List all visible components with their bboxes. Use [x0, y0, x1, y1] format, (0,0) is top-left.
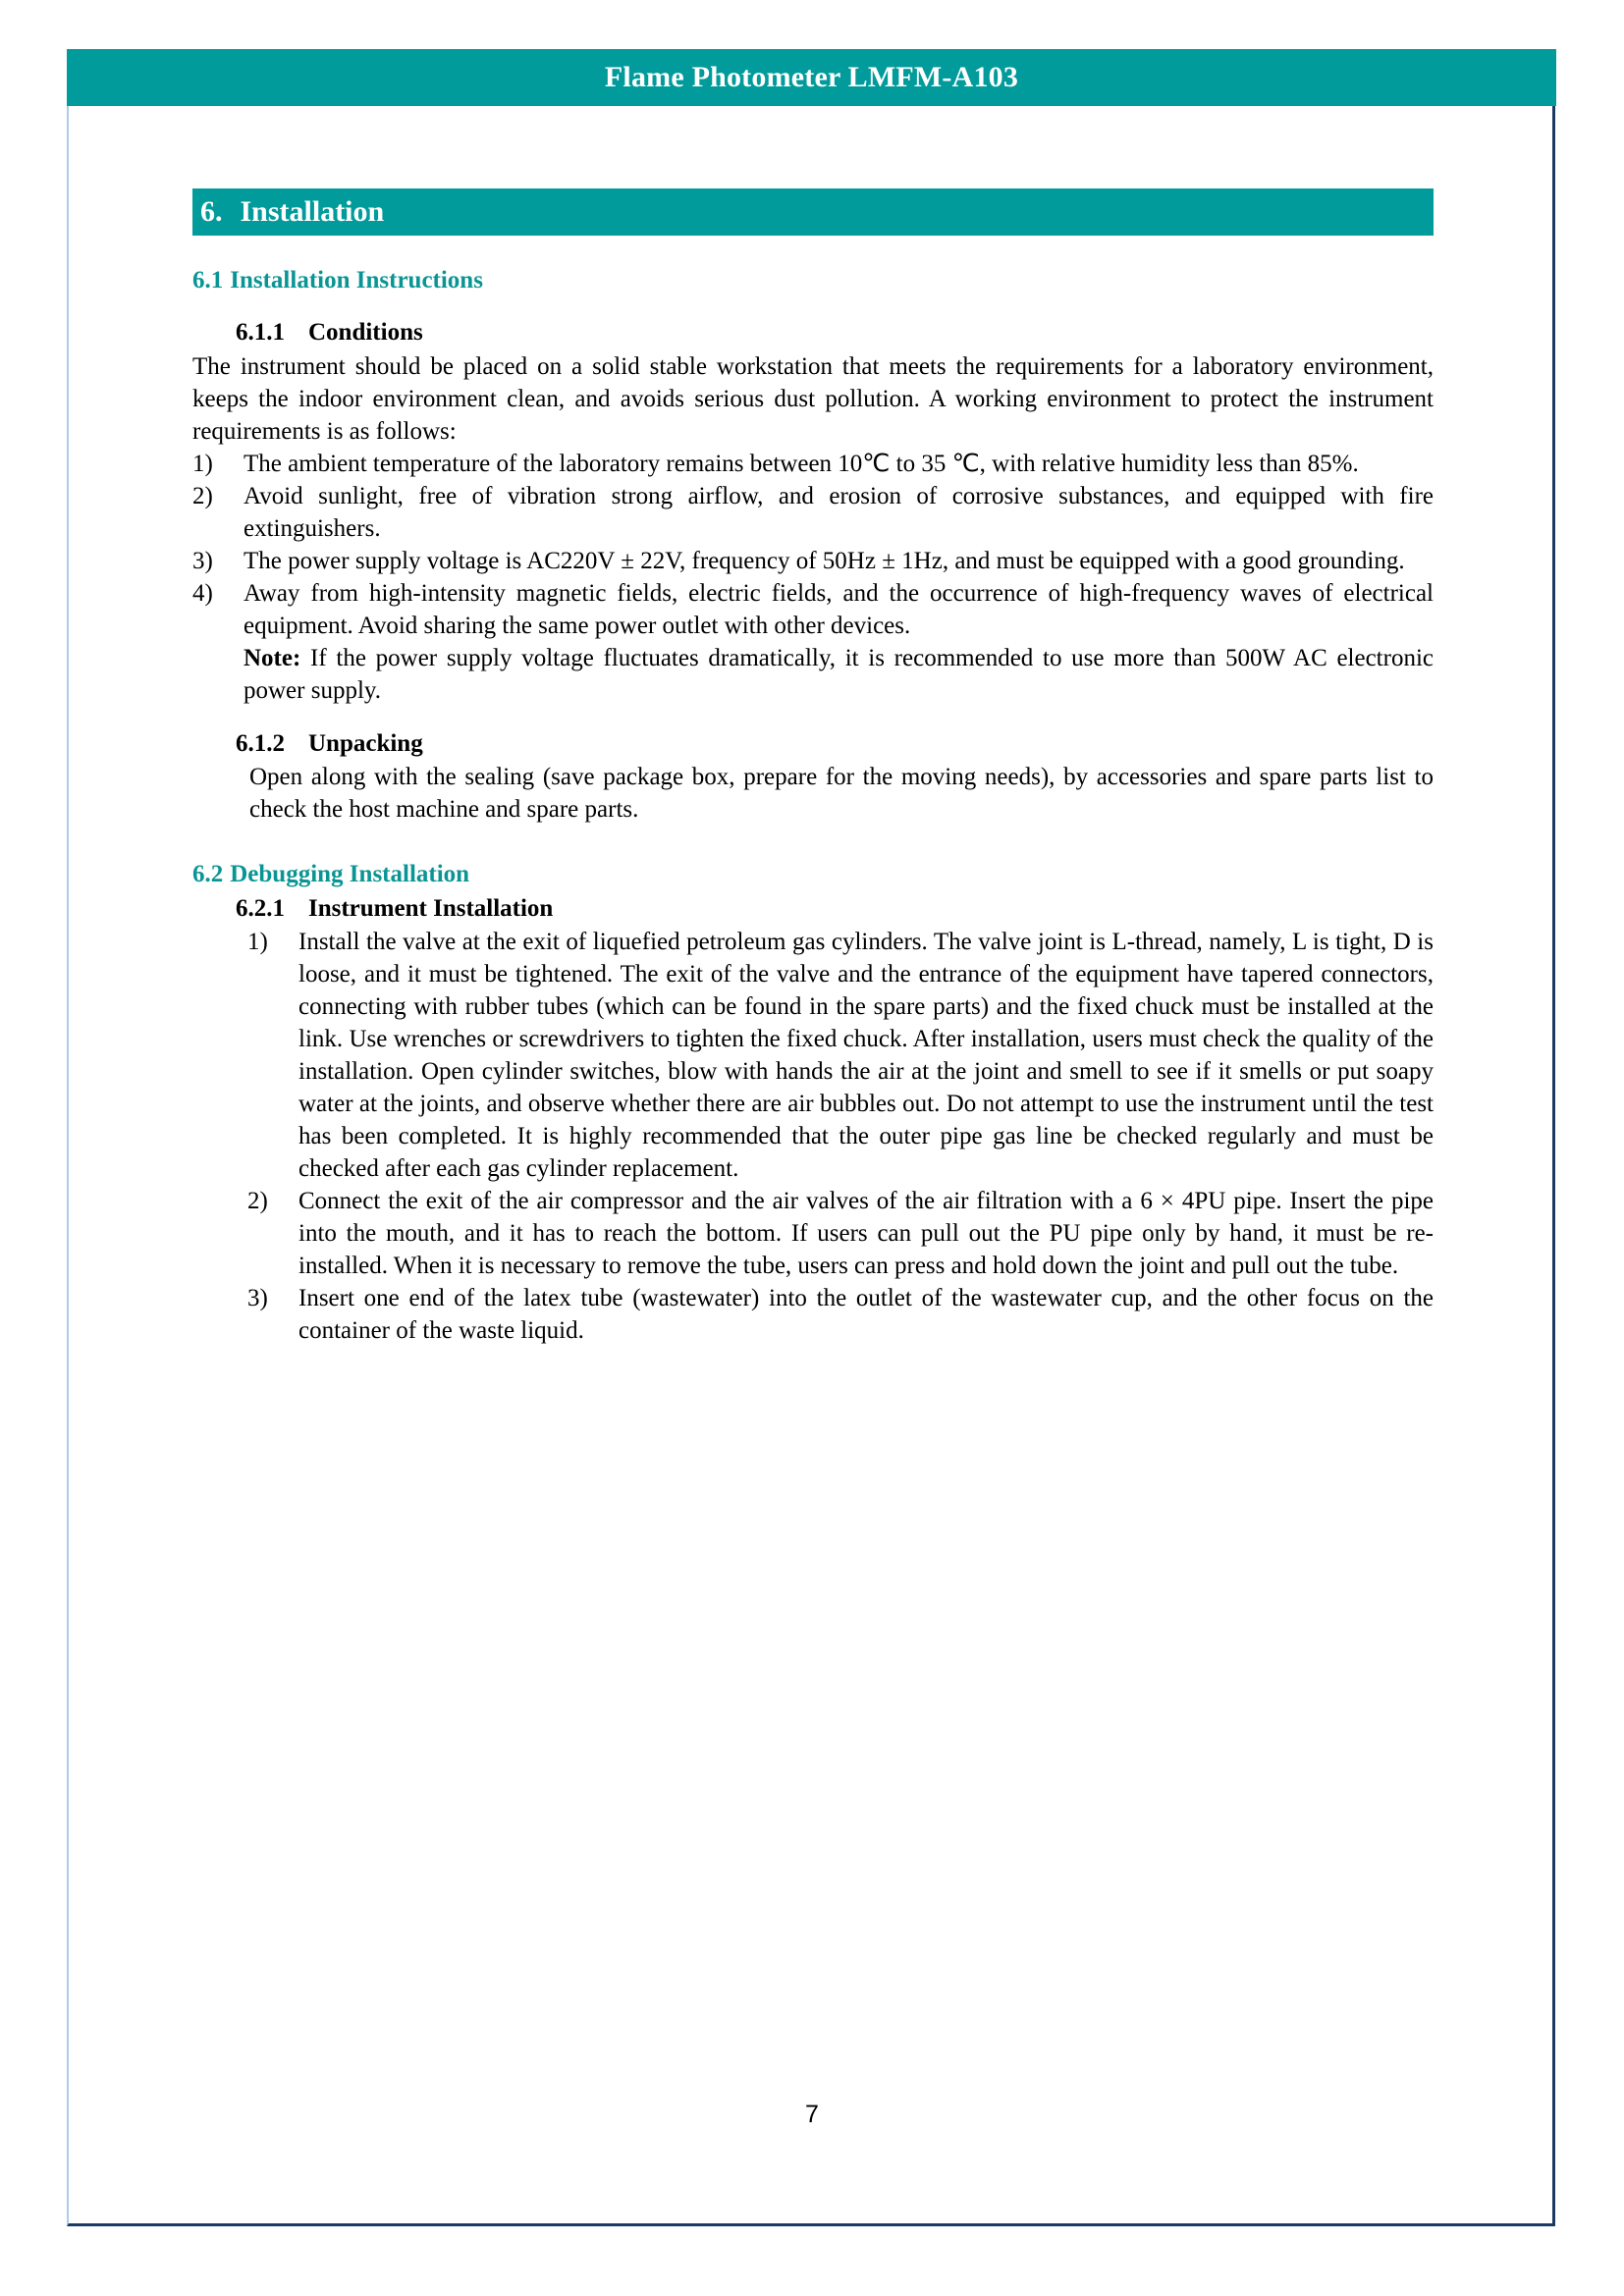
document-title: Flame Photometer LMFM-A103 — [604, 61, 1019, 93]
list-marker: 1) — [192, 450, 213, 477]
paragraph-conditions-intro: The instrument should be placed on a solid stable workstation that meets the requirements for a laboratory environment, keeps the indoor environment clean, and avoids serious dust pollution. A working environment to protect the instrument requirements is as follows: — [192, 352, 1434, 445]
list-conditions — [192, 448, 1434, 707]
section-heading-6-2 — [192, 859, 1434, 889]
page-content — [192, 188, 1434, 1347]
list-item — [247, 926, 1434, 1185]
list-item — [192, 545, 1434, 577]
list-text: Avoid sunlight, free of vibration strong airflow, and erosion of corrosive substances, and equipped with fire extinguishers. — [244, 482, 1434, 542]
note-label: Note: — [244, 644, 301, 671]
list-instrument-installation — [247, 926, 1434, 1347]
subsection-heading-6-1-1 — [236, 317, 1434, 347]
subsection-number-6-1-1: 6.1.1 — [236, 319, 285, 347]
chapter-title: Installation — [240, 195, 385, 228]
page-number: 7 — [805, 2101, 819, 2128]
list-text: Away from high-intensity magnetic fields, electric fields, and the occurrence of high-frequency waves of electrical equipment. Avoid sharing the same power outlet with other devices. — [244, 579, 1434, 639]
list-text: The power supply voltage is AC220V ± 22V, frequency of 50Hz ± 1Hz, and must be equipped with a good grounding. — [244, 547, 1405, 574]
list-item — [192, 448, 1434, 480]
subsection-heading-6-1-2 — [236, 728, 1434, 759]
list-item — [247, 1282, 1434, 1347]
subsection-number-6-2-1: 6.2.1 — [236, 895, 285, 922]
list-text: Install the valve at the exit of liquefied petroleum gas cylinders. The valve joint is L-thread, namely, L is tight, D is loose, and it must be tightened. The exit of the valve and the entrance of the equipment have tapered connectors, connecting with rubber tubes (which can be found in the spare parts) and the fixed chuck must be installed at the link. Use wrenches or screwdrivers to tighten the fixed chuck. After installation, users must check the quality of the installation. Open cylinder switches, blow with hands the air at the joint and smell to see if it smells or put soapy water at the joints, and observe whether there are air bubbles out. Do not attempt to use the instrument until the test has been completed. It is highly recommended that the outer pipe gas line be checked regularly and must be checked after each gas cylinder replacement. — [298, 929, 1434, 1183]
list-marker: 4) — [192, 579, 213, 607]
note-text: If the power supply voltage fluctuates dramatically, it is recommended to use more than 500W AC electronic power supply. — [244, 644, 1434, 704]
section-spacer — [192, 826, 1434, 859]
list-marker: 2) — [192, 482, 213, 509]
subsection-title-6-2-1: Instrument Installation — [308, 895, 554, 922]
note-paragraph — [244, 642, 1434, 707]
list-marker: 3) — [192, 547, 213, 574]
list-item — [192, 577, 1434, 707]
list-text: Insert one end of the latex tube (wastewater) into the outlet of the wastewater cup, and the other focus on the container of the waste liquid. — [298, 1285, 1434, 1345]
list-item — [247, 1185, 1434, 1282]
section-number-6-2: 6.2 — [192, 860, 224, 887]
list-marker: 1) — [247, 929, 268, 956]
section-heading-6-1 — [192, 265, 1434, 295]
subsection-title-6-1-1: Conditions — [308, 319, 423, 347]
section-title-6-1: Installation Instructions — [230, 267, 483, 294]
subsection-number-6-1-2: 6.1.2 — [236, 729, 285, 757]
paragraph-unpacking: Open along with the sealing (save package box, prepare for the moving needs), by accessories and spare parts list to check the host machine and spare parts. — [249, 763, 1434, 823]
section-title-6-2: Debugging Installation — [230, 860, 470, 887]
list-marker: 2) — [247, 1188, 268, 1215]
list-item — [192, 480, 1434, 545]
document-header-bar — [67, 49, 1556, 106]
chapter-heading — [192, 188, 1434, 236]
section-number-6-1: 6.1 — [192, 267, 224, 294]
list-text: Connect the exit of the air compressor and the air valves of the air filtration with a 6 × 4PU pipe. Insert the pipe into the mouth, and it has to reach the bottom. If users can pull out the PU pipe only by hand, it must be re-installed. When it is necessary to remove the tube, users can press and hold down the joint and pull out the tube. — [298, 1188, 1434, 1280]
chapter-number: 6. — [200, 195, 223, 228]
list-text: The ambient temperature of the laboratory remains between 10℃ to 35 ℃, with relative humidity less than 85%. — [244, 450, 1359, 477]
list-marker: 3) — [247, 1285, 268, 1312]
subsection-title-6-1-2: Unpacking — [308, 729, 423, 757]
subsection-heading-6-2-1 — [236, 893, 1434, 924]
